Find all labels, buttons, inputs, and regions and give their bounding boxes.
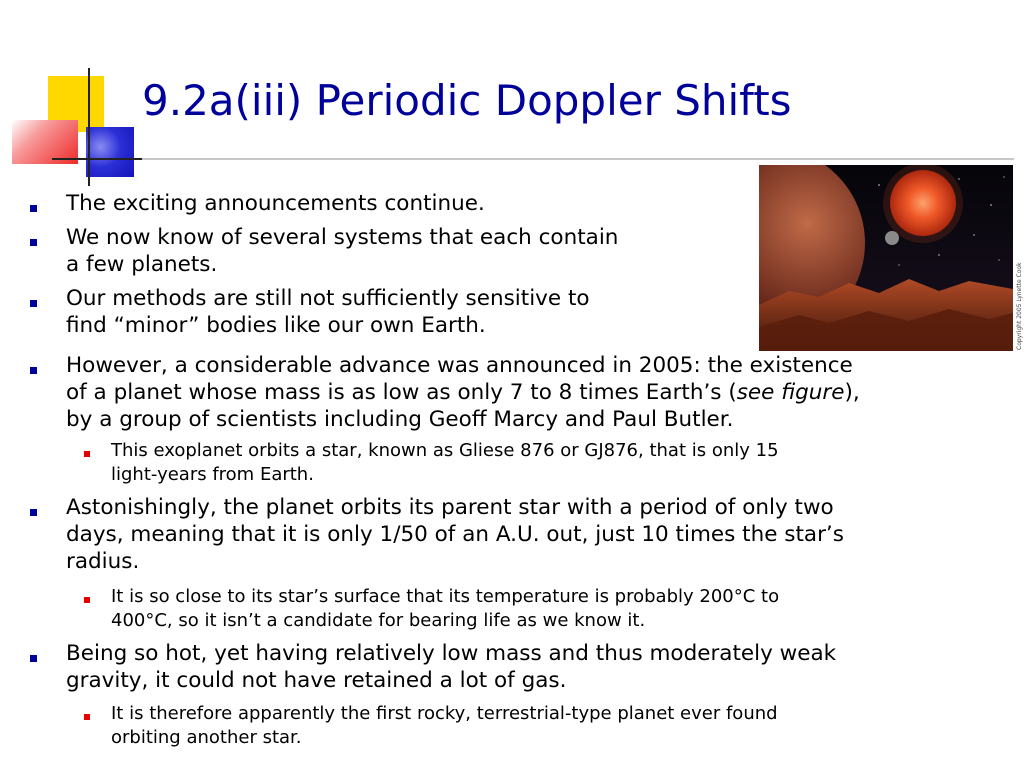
bullet-marker <box>30 205 37 212</box>
decor-vertical-line <box>88 68 90 186</box>
sub-bullet-text: It is therefore apparently the first rocky, terrestrial-type planet ever found <box>111 703 778 724</box>
sub-bullet-marker <box>84 451 90 457</box>
sub-bullet-marker <box>84 597 90 603</box>
bullet-text: a few planets. <box>66 252 218 277</box>
bullet-text: Our methods are still not sufficiently sensitive to <box>66 286 590 311</box>
bullet-text: Astonishingly, the planet orbits its parent star with a period of only two <box>66 495 834 520</box>
bullet-text: gravity, it could not have retained a lot of gas. <box>66 668 567 693</box>
sub-bullet-text: This exoplanet orbits a star, known as Gliese 876 or GJ876, that is only 15 <box>111 440 779 461</box>
sub-bullet-text: 400°C, so it isn’t a candidate for bearing life as we know it. <box>111 610 646 631</box>
bullet-text: find “minor” bodies like our own Earth. <box>66 313 486 338</box>
title-underline <box>52 158 1014 160</box>
bullet-text-part: ), <box>844 380 860 405</box>
planet-illustration-image <box>759 165 1013 351</box>
bullet-text: However, a considerable advance was announced in 2005: the existence <box>66 353 853 378</box>
bullet-marker <box>30 239 37 246</box>
see-figure-reference: see figure <box>736 380 845 405</box>
decor-horizontal-line <box>52 158 142 160</box>
bullet-text-part: of a planet whose mass is as low as only 7 to 8 times Earth’s ( <box>66 380 737 405</box>
figure-copyright: Copyright 2005 Lynette Cook <box>1016 262 1023 350</box>
bullet-text <box>66 381 860 405</box>
bullet-marker <box>30 509 37 516</box>
sub-bullet-text: light-years from Earth. <box>111 464 314 485</box>
bullet-text: days, meaning that it is only 1/50 of an A.U. out, just 10 times the star’s <box>66 522 844 547</box>
slide-title: 9.2a(iii) Periodic Doppler Shifts <box>142 76 792 125</box>
sub-bullet-text: orbiting another star. <box>111 727 302 748</box>
bullet-marker <box>30 300 37 307</box>
bullet-text: We now know of several systems that each contain <box>66 225 619 250</box>
bullet-marker <box>30 367 37 374</box>
bullet-marker <box>30 655 37 662</box>
bullet-text: by a group of scientists including Geoff Marcy and Paul Butler. <box>66 407 734 432</box>
bullet-text: Being so hot, yet having relatively low mass and thus moderately weak <box>66 641 837 666</box>
sub-bullet-marker <box>84 714 90 720</box>
bullet-text: The exciting announcements continue. <box>66 191 485 216</box>
decor-blue-square <box>86 127 134 177</box>
bullet-text: radius. <box>66 549 140 574</box>
sub-bullet-text: It is so close to its star’s surface that its temperature is probably 200°C to <box>111 586 780 607</box>
